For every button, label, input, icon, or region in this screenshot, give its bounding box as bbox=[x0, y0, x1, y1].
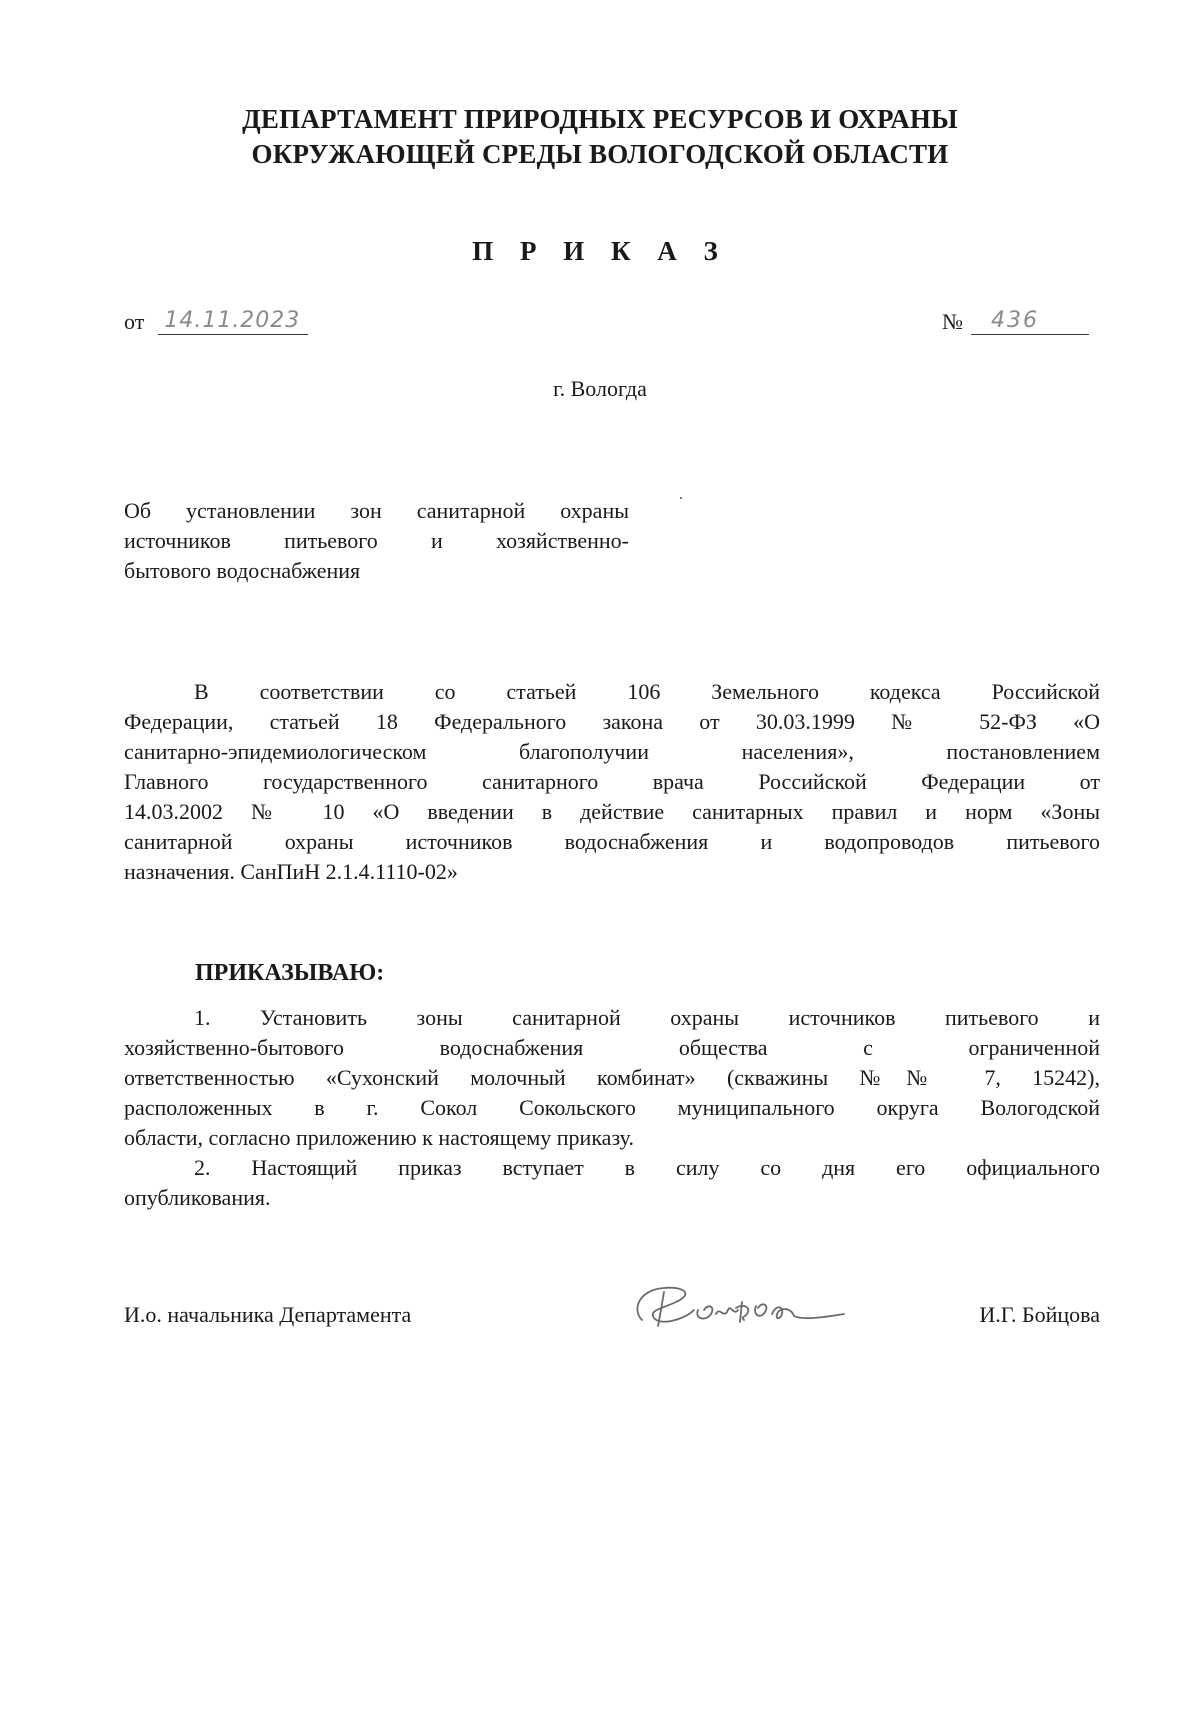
order-subject bbox=[124, 496, 629, 586]
signature-block bbox=[124, 1302, 1100, 1342]
preamble-line: санитарно-эпидемиологическом благополучии населения», постановлением bbox=[124, 739, 1100, 764]
subject-line: источников питьевого и хозяйственно- bbox=[124, 528, 629, 553]
subject-line: бытового водоснабжения bbox=[124, 558, 361, 583]
preamble-line: Главного государственного санитарного врача Российской Федерации от bbox=[124, 769, 1100, 794]
order-item-2 bbox=[124, 1153, 1100, 1213]
date-prefix: от bbox=[124, 309, 145, 334]
order-title: П Р И К А З bbox=[472, 236, 728, 266]
preamble-line: назначения. СанПиН 2.1.4.1110-02» bbox=[124, 859, 458, 884]
signatory-position: И.о. начальника Департамента bbox=[124, 1302, 412, 1327]
city: г. Вологда bbox=[553, 376, 647, 401]
scan-speck bbox=[680, 497, 682, 499]
handwritten-signature bbox=[624, 1280, 874, 1340]
order-items bbox=[124, 1003, 1100, 1213]
item-line: 1. Установить зоны санитарной охраны источников питьевого и bbox=[194, 1005, 1100, 1030]
order-date bbox=[124, 306, 308, 335]
item-line: опубликования. bbox=[124, 1185, 271, 1210]
preamble-line: В соответствии со статьей 106 Земельного кодекса Российской bbox=[194, 679, 1100, 704]
subject-line: Об установлении зон санитарной охраны bbox=[124, 498, 629, 523]
preamble-line: 14.03.2002 № 10 «О введении в действие санитарных правил и норм «Зоны bbox=[124, 799, 1100, 824]
item-line: ответственностью «Сухонский молочный комбинат» (скважины №№ 7, 15242), bbox=[124, 1065, 1100, 1090]
order-item-1 bbox=[124, 1003, 1100, 1153]
order-number bbox=[942, 306, 1089, 335]
item-line: хозяйственно-бытового водоснабжения общества с ограниченной bbox=[124, 1035, 1100, 1060]
item-line: расположенных в г. Сокол Сокольского муниципального округа Вологодской bbox=[124, 1095, 1100, 1120]
number-value: 436 bbox=[991, 308, 1039, 333]
department-header bbox=[0, 102, 1200, 172]
department-header-line-2: ОКРУЖАЮЩЕЙ СРЕДЫ ВОЛОГОДСКОЙ ОБЛАСТИ bbox=[251, 139, 949, 169]
preamble-line: санитарной охраны источников водоснабжения и водопроводов питьевого bbox=[124, 829, 1100, 854]
date-field bbox=[158, 306, 308, 335]
orders-heading: ПРИКАЗЫВАЮ: bbox=[195, 960, 385, 986]
signatory-name: И.Г. Бойцова bbox=[979, 1302, 1100, 1327]
item-line: области, согласно приложению к настоящему приказу. bbox=[124, 1125, 634, 1150]
date-value: 14.11.2023 bbox=[164, 308, 301, 333]
preamble-line: Федерации, статьей 18 Федерального закона от 30.03.1999 № 52-ФЗ «О bbox=[124, 709, 1100, 734]
preamble bbox=[124, 677, 1100, 887]
number-prefix: № bbox=[942, 309, 963, 334]
department-header-line-1: ДЕПАРТАМЕНТ ПРИРОДНЫХ РЕСУРСОВ И ОХРАНЫ bbox=[242, 104, 958, 134]
item-line: 2. Настоящий приказ вступает в силу со дня его официального bbox=[194, 1155, 1100, 1180]
number-field bbox=[971, 306, 1089, 335]
